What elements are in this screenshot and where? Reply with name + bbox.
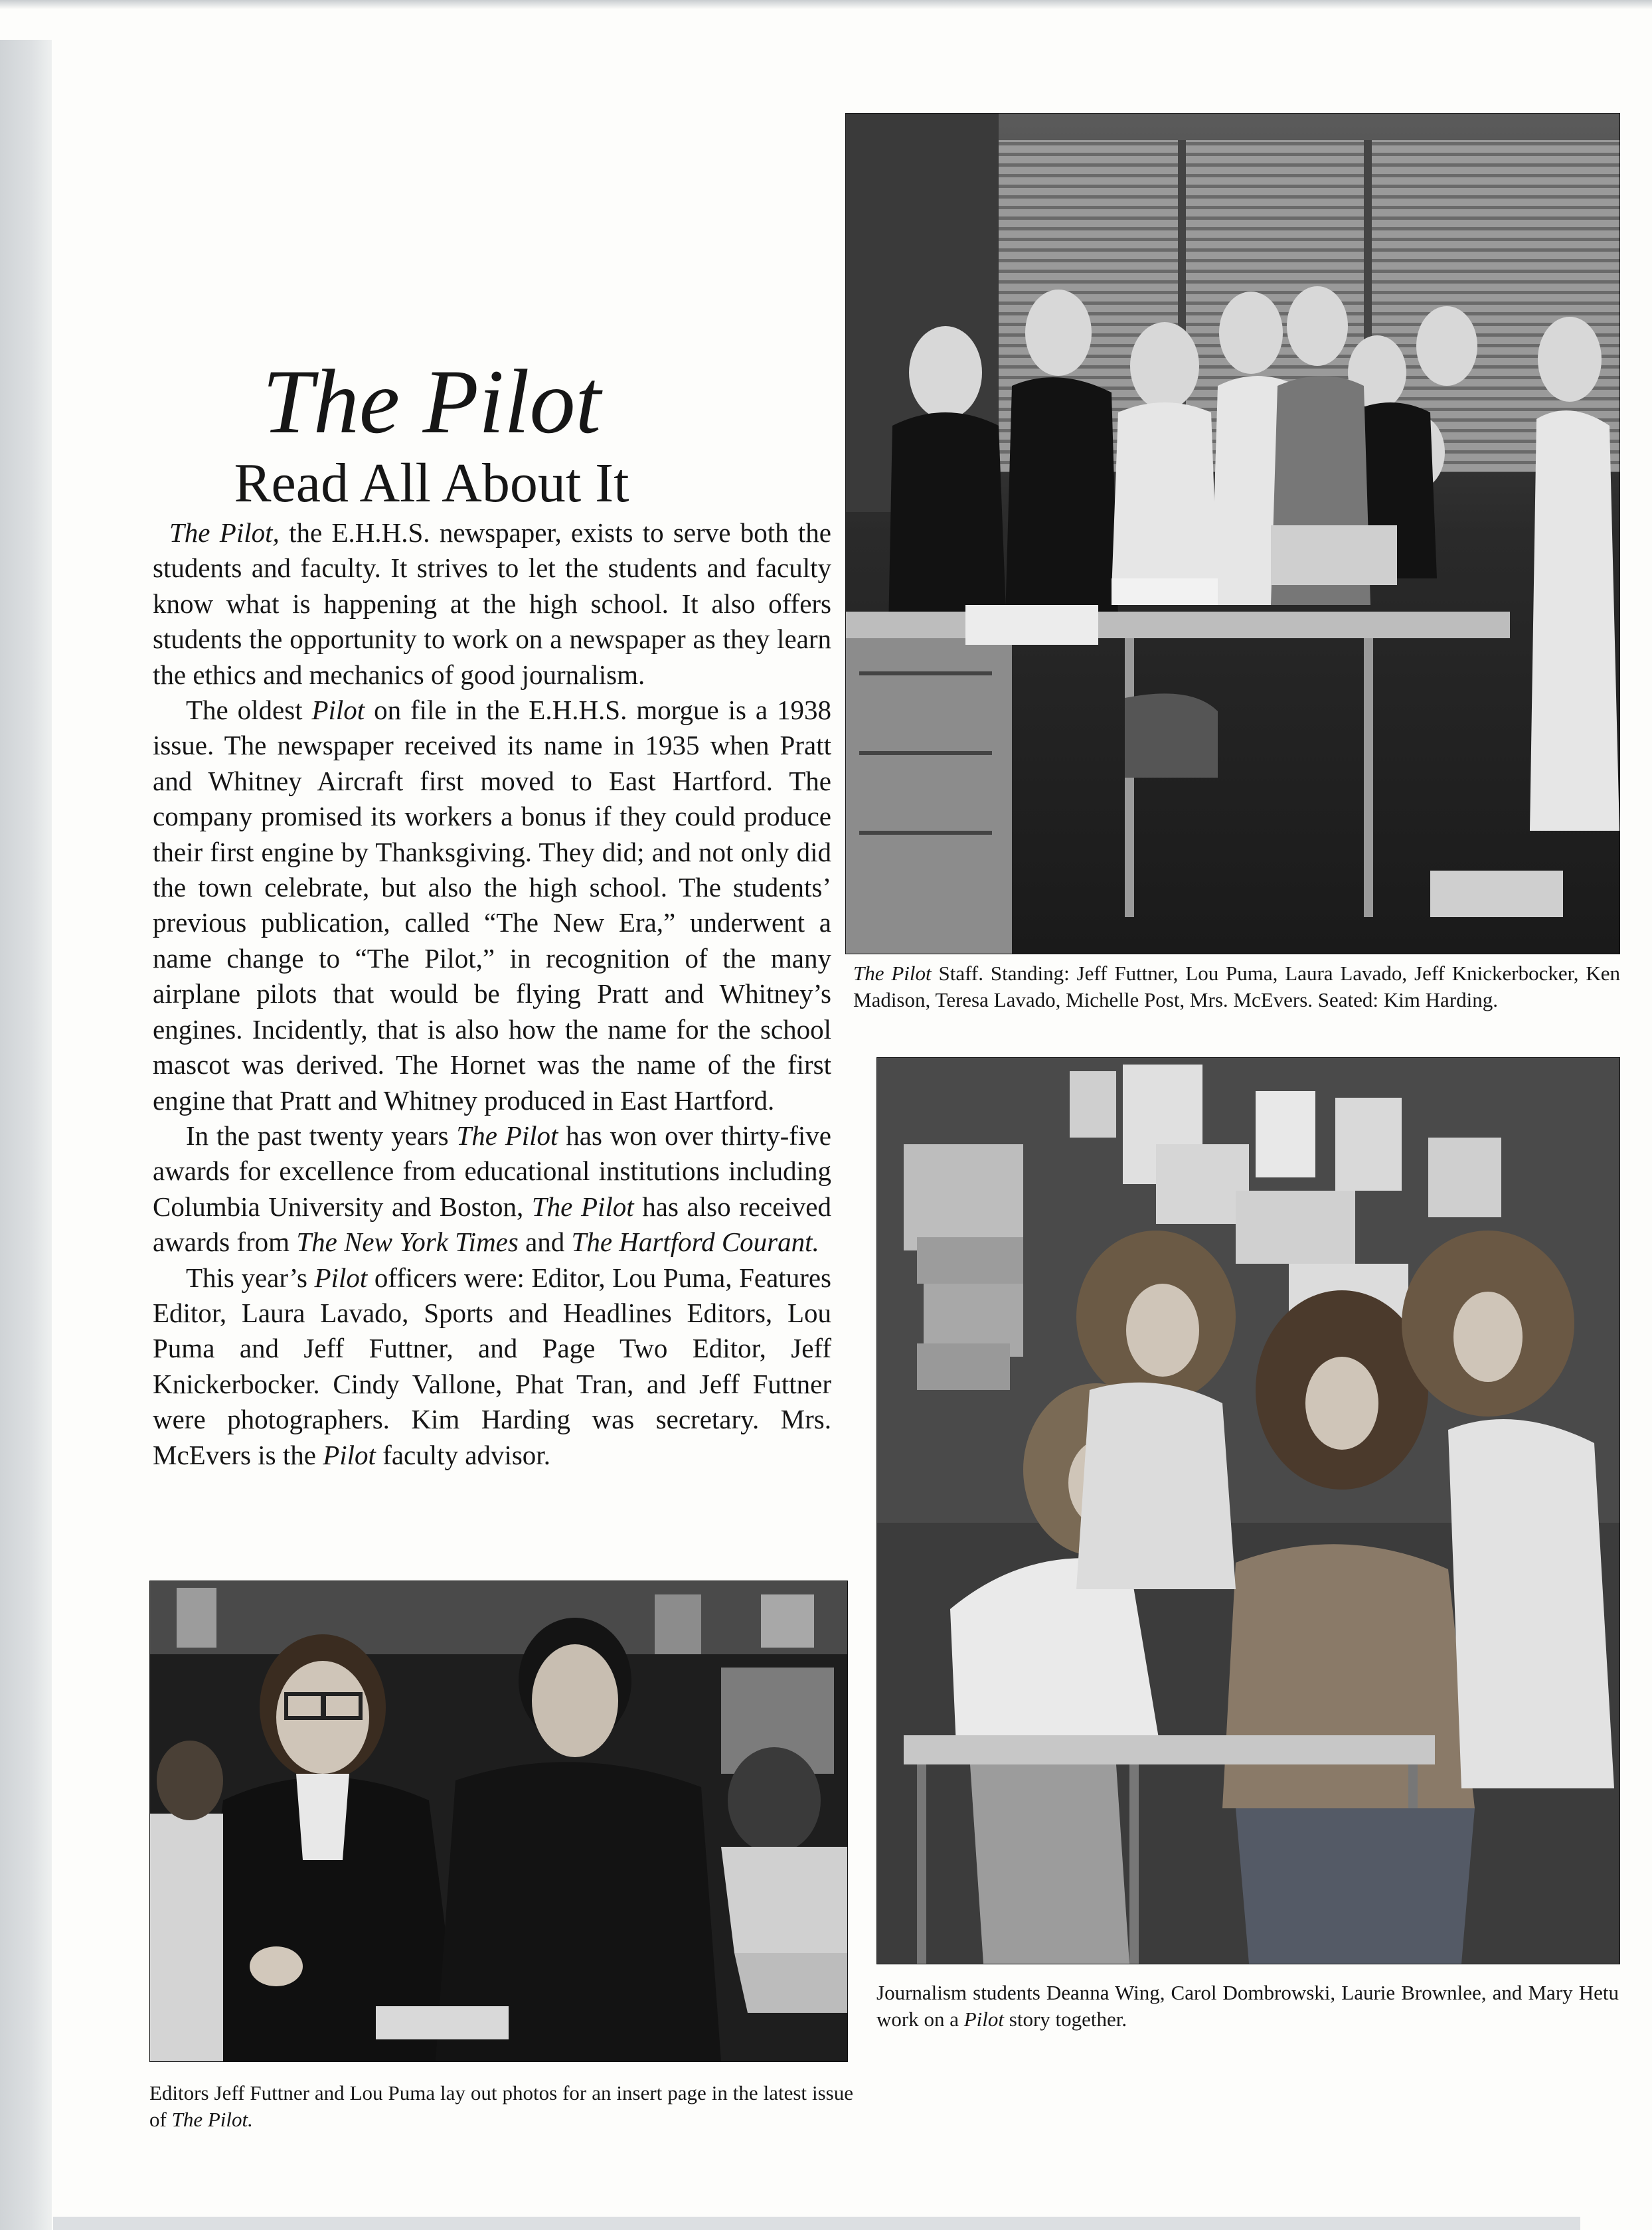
scan-edge-top (0, 0, 1652, 9)
paragraph-text: the E.H.H.S. newspaper, exists to serve both the students and faculty. It strives to let the students and faculty know what is happening at the high school. It also offers students the opportunity to work on a newspaper as they learn the ethics and mechanics of good journalism. (153, 517, 832, 690)
caption-text: Editors Jeff Futtner and Lou Puma lay out photos for an insert page in the latest issue of (149, 2081, 853, 2131)
page-subtitle: Read All About It (234, 452, 629, 514)
pilot-name-emphasis: Pilot (311, 695, 365, 726)
paragraph-text: has won over thirty-five awards for excellence from educational institutions including Columbia University and Boston, (153, 1120, 831, 1222)
article-paragraph-4 (153, 1260, 831, 1473)
pilot-name-emphasis: The Pilot. (171, 2108, 253, 2131)
caption-text: Staff. Standing: Jeff Futtner, Lou Puma, Laura Lavado, Jeff Knickerbocker, Ken Madison, Teresa Lavado, Michelle Post, Mrs. McEvers. Seated: Kim Harding. (853, 962, 1620, 1011)
paragraph-text: faculty advisor. (375, 1439, 550, 1470)
pilot-name-emphasis: The Pilot (531, 1191, 634, 1222)
newspaper-name-emphasis: The New York Times (296, 1227, 519, 1258)
pilot-name-emphasis: The Pilot, (169, 517, 280, 548)
paragraph-text: and (518, 1227, 572, 1258)
editors-photo-caption (149, 2080, 853, 2133)
paragraph-text: In the past twenty years (186, 1120, 457, 1151)
scan-edge-bottom (53, 2217, 1580, 2230)
paragraph-text: officers were: Editor, Lou Puma, Features Editor, Laura Lavado, Sports and Headlines Editors, Lou Puma and Jeff Futtner, and Page Two Editor, Jeff Knickerbocker. Cindy Vallone, Phat Tran, and Jeff Futtner were photographers. Kim Harding was secretary. Mrs. McEvers is the (153, 1262, 831, 1470)
pilot-name-emphasis: Pilot (963, 2008, 1005, 2031)
caption-text: Journalism students Deanna Wing, Carol Dombrowski, Laurie Brownlee, and Mary Hetu work on a (876, 1981, 1619, 2031)
article-body (153, 515, 831, 1473)
newspaper-name-emphasis: The Hartford Courant. (571, 1227, 819, 1258)
paragraph-text: on file in the E.H.H.S. morgue is a 1938 issue. The newspaper received its name in 1935 when Pratt and Whitney Aircraft first moved to East Hartford. The company promised its workers a bonus if they could produce their first engine by Thanksgiving. They did; and not only did the town celebrate, but also the high school. The students’ previous publication, called “The New Era,” underwent a name change to “The Pilot,” in recognition of the many airplane pilots that would be flying Pratt and Whitney’s engines. Incidently, that is also how the name for the school mascot was derived. The Hornet was the name of the first engine that Pratt and Whitney produced in East Hartford. (153, 695, 831, 1116)
pilot-name-emphasis: Pilot (314, 1262, 368, 1293)
pilot-name-emphasis: Pilot (323, 1439, 376, 1470)
staff-photo-caption (853, 960, 1620, 1013)
paragraph-text: The oldest (186, 695, 312, 726)
caption-text: story together. (1004, 2008, 1127, 2031)
staff-group-photo (845, 113, 1620, 954)
pilot-name-emphasis: The Pilot (853, 962, 932, 985)
paragraph-text: This year’s (186, 1262, 315, 1293)
page-title: The Pilot (262, 351, 601, 452)
article-paragraph-3 (153, 1118, 831, 1260)
article-paragraph-1 (153, 515, 831, 693)
pilot-name-emphasis: The Pilot (456, 1120, 558, 1151)
paragraph-text: has also received awards from (153, 1191, 831, 1258)
students-photo-caption (876, 1980, 1619, 2033)
editors-photo (149, 1581, 848, 2062)
journalism-students-photo (876, 1057, 1620, 1964)
article-paragraph-2 (153, 693, 831, 1118)
scan-edge-left (0, 40, 52, 2230)
